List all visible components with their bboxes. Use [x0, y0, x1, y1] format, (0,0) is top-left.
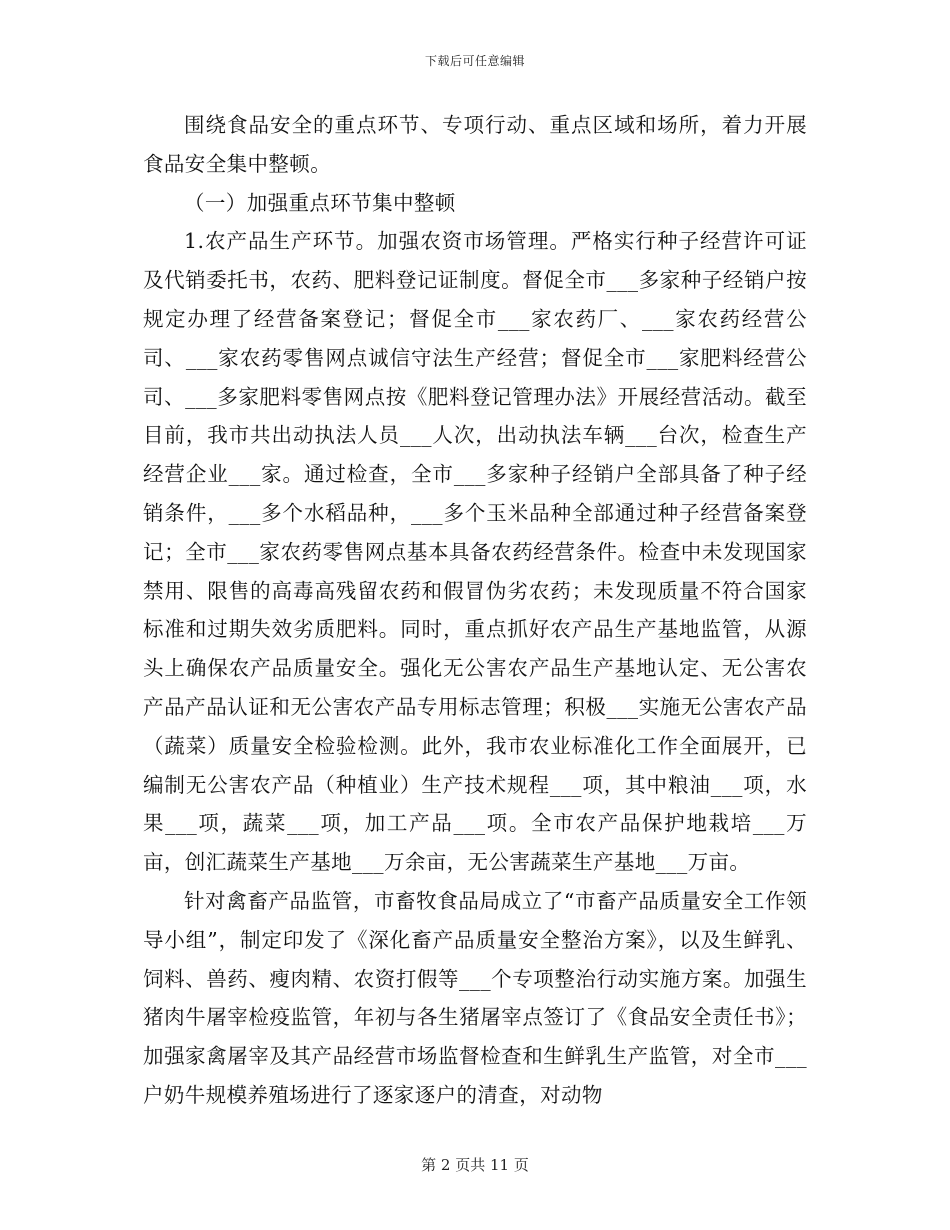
document-body: [143, 106, 807, 1115]
section-heading: （一）加强重点环节集中整顿: [184, 190, 456, 215]
intro-paragraph: 围绕食品安全的重点环节、专项行动、重点区域和场所，着力开展食品安全集中整顿。: [143, 113, 807, 176]
agri-production-paragraph: 1.农产品生产环节。加强农资市场管理。严格实行种子经营许可证及代销委托书，农药、肥料登记证制度。督促全市___多家种子经销户按规定办理了经营备案登记；督促全市___家农药厂、___家农药经营公司、___家农药零售网点诚信守法生产经营；督促全市___家肥料经营公司、___多家肥料零售网点按《肥料登记管理办法》开展经营活动。截至目前，我市共出动执法人员___人次，出动执法车辆___台次，检查生产经营企业___家。通过检查，全市___多家种子经销户全部具备了种子经销条件，___多个水稻品种，___多个玉米品种全部通过种子经营备案登记；全市___家农药零售网点基本具备农药经营条件。检查中未发现国家禁用、限售的高毒高残留农药和假冒伪劣农药；未发现质量不符合国家标准和过期失效劣质肥料。同时，重点抓好农产品生产基地监管，从源头上确保农产品质量安全。强化无公害农产品生产基地认定、无公害农产品产品认证和无公害农产品专用标志管理；积极___实施无公害农产品（蔬菜）质量安全检验检测。此外，我市农业标准化工作全面展开，已编制无公害农产品（种植业）生产技术规程___项，其中粮油___项，水果___项，蔬菜___项，加工产品___项。全市农产品保护地栽培___万亩，创汇蔬菜生产基地___万余亩，无公害蔬菜生产基地___万亩。: [143, 229, 807, 875]
page-footer: 第 2 页共 11 页: [421, 1156, 529, 1174]
livestock-paragraph: 针对禽畜产品监管，市畜牧食品局成立了“市畜产品质量安全工作领导小组”，制定印发了《深化畜产品质量安全整治方案》，以及生鲜乳、饲料、兽药、瘦肉精、农资打假等___个专项整治行动实施方案。加强生猪肉牛屠宰检疫监管，年初与各生猪屠宰点签订了《食品安全责任书》；加强家禽屠宰及其产品经营市场监督检查和生鲜乳生产监管，对全市___户奶牛规模养殖场进行了逐家逐户的清查，对动物: [143, 888, 807, 1107]
page-header: 下载后可任意编辑: [424, 54, 525, 68]
